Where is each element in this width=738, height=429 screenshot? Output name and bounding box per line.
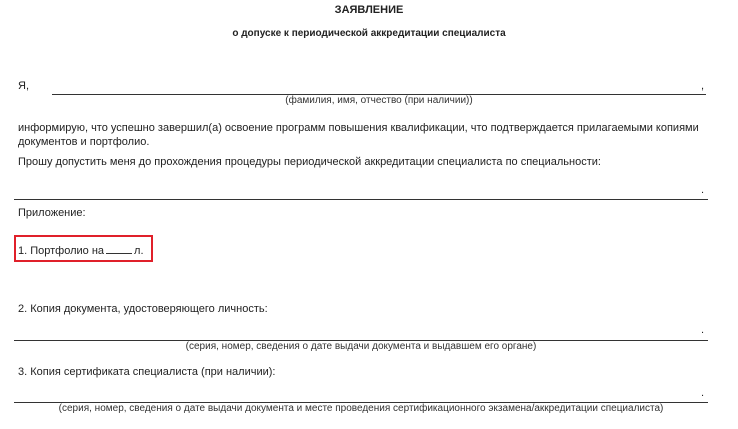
identity-doc-hint: (серия, номер, сведения о дате выдачи документа и выдавшем его органе) — [185, 341, 537, 352]
identity-doc-item: 2. Копия документа, удостоверяющего личность: — [18, 303, 268, 315]
specialty-period: . — [701, 184, 705, 196]
certificate-item: 3. Копия сертификата специалиста (при наличии): — [18, 366, 276, 378]
inform-paragraph: информирую, что успешно завершил(а) освоение программ повышения квалификации, что подтверждается прилагаемыми копиями документов и портфолио. — [18, 122, 699, 148]
portfolio-prefix: 1. Портфолио на — [18, 245, 105, 257]
certificate-hint: (серия, номер, сведения о дате выдачи документа и месте проведения сертификационного экзамена/аккредитации специалиста) — [58, 403, 664, 414]
portfolio-suffix: л. — [134, 245, 144, 257]
document-title: ЗАЯВЛЕНИЕ — [334, 4, 404, 16]
specialty-line[interactable] — [14, 199, 708, 200]
document-subtitle: о допуске к периодической аккредитации специалиста — [232, 28, 506, 39]
portfolio-pages-blank[interactable] — [106, 244, 132, 254]
applicant-comma: , — [701, 80, 705, 92]
applicant-hint: (фамилия, имя, отчество (при наличии)) — [285, 95, 473, 106]
identity-doc-period: . — [701, 324, 705, 336]
request-paragraph: Прошу допустить меня до прохождения процедуры периодической аккредитации специалиста по специальности: — [18, 156, 601, 168]
portfolio-item — [18, 244, 144, 257]
certificate-period: . — [701, 387, 705, 399]
applicant-prefix: Я, — [18, 80, 29, 92]
appendix-label: Приложение: — [18, 207, 86, 219]
